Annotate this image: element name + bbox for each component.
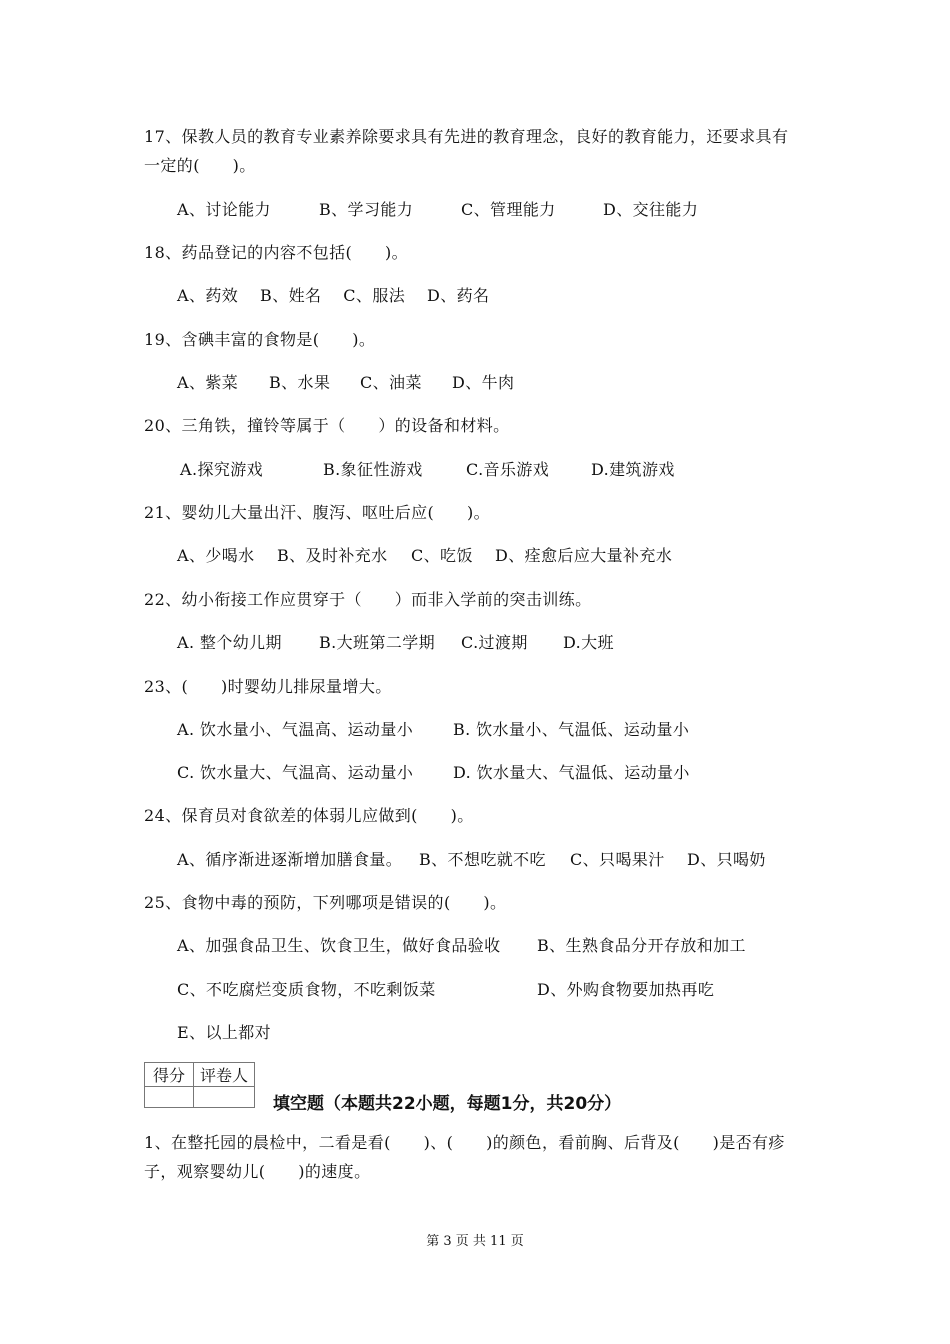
option-c: C. 饮水量大、气温高、运动量小	[177, 763, 414, 782]
option-c: C.音乐游戏	[466, 460, 550, 479]
option-a: A、循序渐进逐渐增加膳食量。	[177, 850, 403, 869]
option-b: B.大班第二学期	[319, 633, 436, 652]
option-d: D. 饮水量大、气温低、运动量小	[453, 763, 690, 782]
option-d: D、只喝奶	[687, 850, 766, 869]
option-c: C、管理能力	[461, 200, 556, 219]
page-number: 第 3 页 共 11 页	[426, 1234, 524, 1249]
question-23-stem: 23、( )时婴幼儿排尿量增大。	[144, 677, 392, 696]
option-a: A、紫菜	[177, 373, 239, 392]
option-d: D、交往能力	[603, 200, 699, 219]
option-c: C、只喝果汁	[570, 850, 665, 869]
option-d: D、牛肉	[452, 373, 515, 392]
grader-label: 评卷人	[194, 1063, 255, 1087]
question-18-stem: 18、药品登记的内容不包括( )。	[144, 243, 409, 262]
option-d: D、痊愈后应大量补充水	[495, 546, 673, 565]
option-b: B、生熟食品分开存放和加工	[537, 936, 746, 955]
option-b: B.象征性游戏	[323, 460, 423, 479]
question-17-stem-line1: 17、保教人员的教育专业素养除要求具有先进的教育理念，良好的教育能力，还要求具有	[144, 127, 789, 146]
question-24-stem: 24、保育员对食欲差的体弱儿应做到( )。	[144, 806, 474, 825]
question-21-stem: 21、婴幼儿大量出汗、腹泻、呕吐后应( )。	[144, 503, 491, 522]
option-b: B、及时补充水	[277, 546, 388, 565]
question-25-stem: 25、食物中毒的预防，下列哪项是错误的( )。	[144, 893, 507, 912]
option-d: D.大班	[563, 633, 614, 652]
option-a: A、加强食品卫生、饮食卫生，做好食品验收	[177, 936, 501, 955]
section-title: 填空题（本题共22小题，每题1分，共20分）	[273, 1094, 622, 1114]
fill-question-1-line2: 子，观察婴幼儿( )的速度。	[144, 1162, 371, 1181]
option-a: A、讨论能力	[177, 200, 271, 219]
question-25-option-e: E、以上都对	[177, 1023, 272, 1042]
option-c: C.过渡期	[461, 633, 528, 652]
question-18-options: A、药效 B、姓名 C、服法 D、药名	[177, 286, 490, 305]
question-17-stem-line2: 一定的( )。	[144, 156, 256, 175]
option-a: A.探究游戏	[180, 460, 264, 479]
option-d: D、外购食物要加热再吃	[537, 980, 715, 999]
option-b: B、不想吃就不吃	[419, 850, 546, 869]
question-22-stem: 22、幼小衔接工作应贯穿于（ ）而非入学前的突击训练。	[144, 590, 592, 609]
grader-cell	[194, 1087, 255, 1108]
score-cell	[145, 1087, 194, 1108]
score-label: 得分	[145, 1063, 194, 1087]
fill-question-1-line1: 1、在整托园的晨检中，二看是看( )、( )的颜色，看前胸、后背及( )是否有疹	[144, 1133, 785, 1152]
option-b: B、水果	[269, 373, 331, 392]
option-b: B. 饮水量小、气温低、运动量小	[453, 720, 690, 739]
option-a: A、少喝水	[177, 546, 255, 565]
score-box	[144, 1062, 255, 1108]
question-20-stem: 20、三角铁，撞铃等属于（ ）的设备和材料。	[144, 416, 510, 435]
question-19-stem: 19、含碘丰富的食物是( )。	[144, 330, 376, 349]
option-b: B、学习能力	[319, 200, 414, 219]
option-d: D.建筑游戏	[591, 460, 675, 479]
option-c: C、吃饭	[411, 546, 473, 565]
option-c: C、不吃腐烂变质食物，不吃剩饭菜	[177, 980, 436, 999]
option-a: A. 饮水量小、气温高、运动量小	[177, 720, 414, 739]
option-a: A. 整个幼儿期	[177, 633, 282, 652]
option-c: C、油菜	[360, 373, 422, 392]
